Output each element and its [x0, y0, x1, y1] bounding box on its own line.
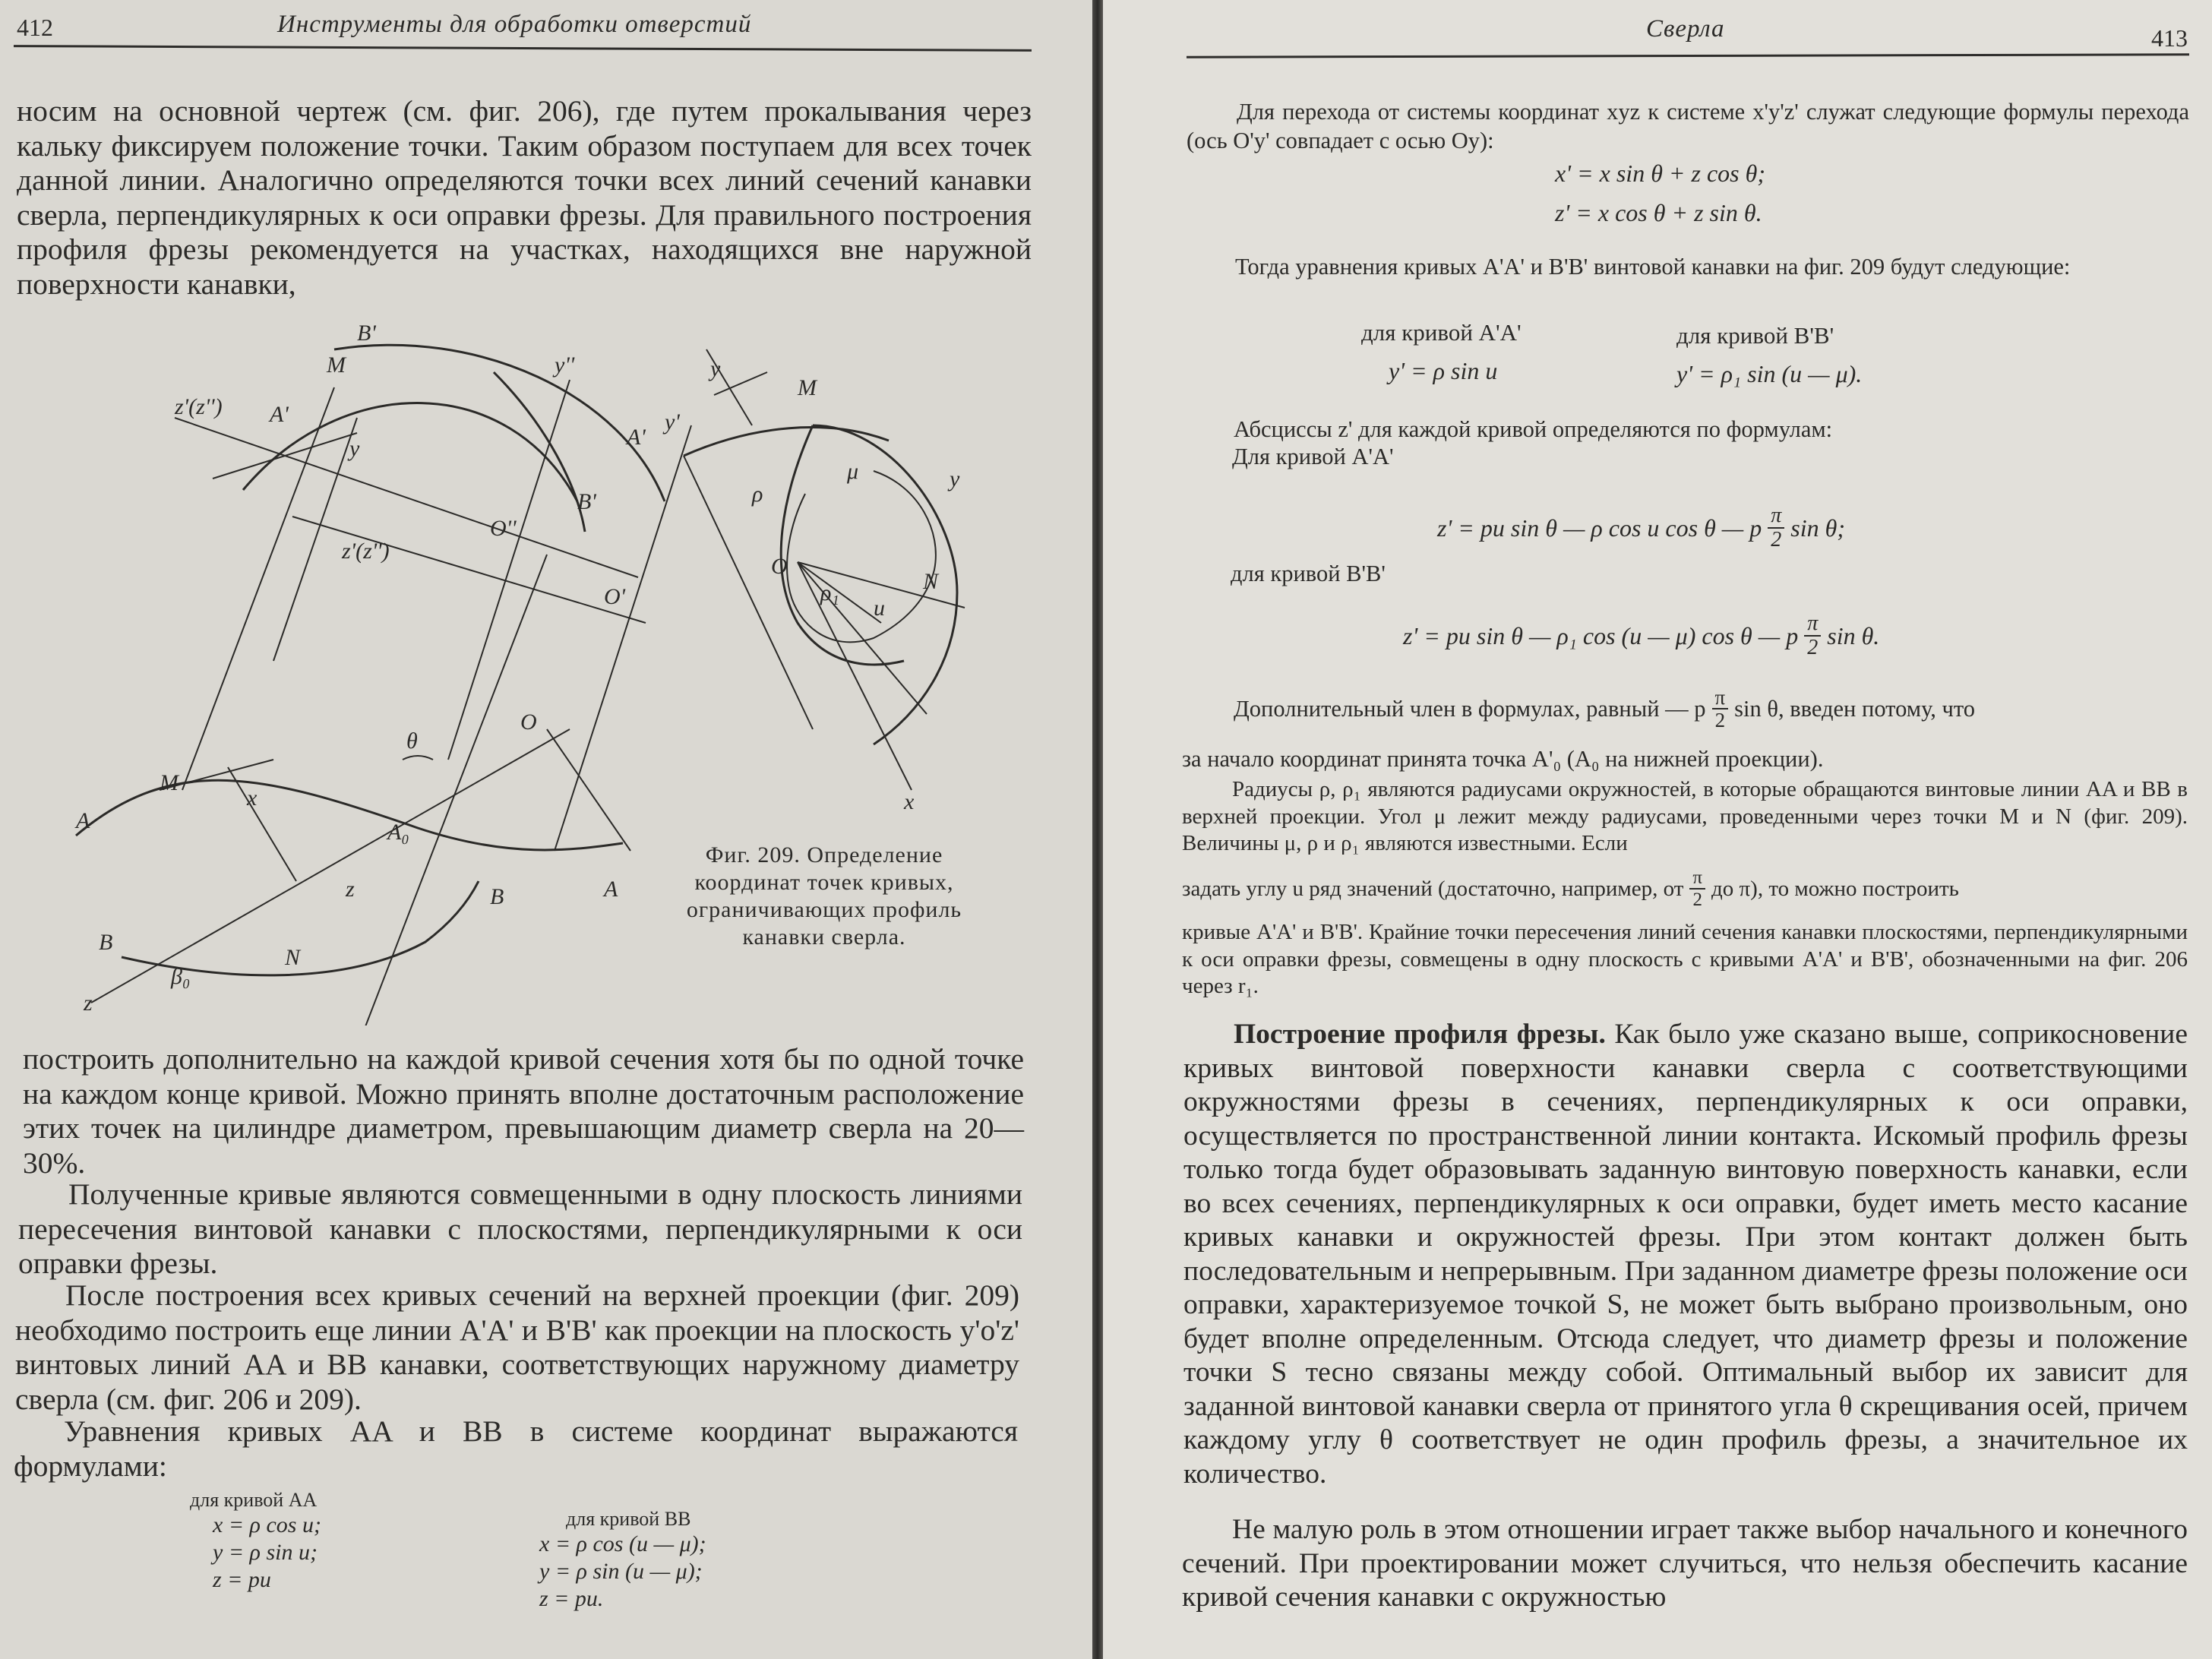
label-n: N — [285, 945, 301, 970]
right-paragraph-6d: кривые A'A' и B'B'. Крайние точки пересечения линий сечения канавки плоскостями, перпендикулярными к оси оправки фрезы, совмещены в одну плоскость с кривыми A'A' и B'B', обозначенными на фиг. 206 через r₁. — [1182, 920, 2188, 998]
label-mu: μ — [847, 459, 859, 484]
right-section-block — [1183, 1018, 2188, 1491]
label-a0: A₀ — [387, 820, 409, 845]
axis-z-prime — [175, 418, 638, 577]
equation-z-aa-den: 2 — [1771, 528, 1782, 551]
right-paragraph-6b: задать углу u ряд значений (достаточно, например, от — [1182, 877, 1684, 901]
profile-curve — [781, 425, 904, 665]
label-o-circ: O — [771, 554, 788, 579]
label-u: u — [874, 596, 885, 621]
label-theta: θ — [406, 728, 418, 754]
equation-z-bb-fraction — [1804, 612, 1821, 659]
label-rho1: ρ₁ — [820, 580, 839, 605]
right-paragraph-8: Не малую роль в этом отношении играет также выбор начального и конечного сечений. При проектировании может случиться, что нельзя обеспечить касание кривой сечения канавки с окружностью — [1182, 1514, 2188, 1613]
label-z-dim: z'(z'') — [342, 539, 390, 564]
circle-inner — [787, 471, 936, 642]
left-paragraph-4: Уравнения кривых AA и BB в системе координат выражаются формулами: — [14, 1414, 1018, 1483]
label-o-prime: O' — [604, 584, 626, 609]
label-o: O — [520, 709, 537, 735]
label-y-right: y — [950, 466, 960, 491]
curve-bb-label: для кривой B'B' — [1676, 322, 1834, 349]
equation-z-prime: z' = x cos θ + z sin θ. — [1555, 199, 1762, 226]
label-b-right: B — [490, 884, 504, 909]
curve-aa — [76, 780, 623, 850]
right-paragraph-5-num: π — [1712, 687, 1729, 709]
right-paragraph-6-fraction — [1689, 867, 1705, 910]
label-b-left: B — [99, 930, 113, 955]
label-m-circ: M — [798, 375, 817, 400]
right-paragraph-4: для кривой B'B' — [1231, 561, 1386, 586]
curve-bb-equation: y' = ρ₁ sin (u — μ). — [1676, 360, 1863, 387]
equation-z-aa-num: π — [1768, 504, 1784, 529]
label-y-circ: y — [710, 356, 721, 381]
right-paragraph-3b: Для кривой A'A' — [1232, 444, 1394, 469]
curve-aa-label: для кривой A'A' — [1361, 319, 1522, 346]
page-number-right: 413 — [2151, 24, 2188, 52]
equation-z-aa-left: z' = pu sin θ — ρ cos u cos θ — p — [1437, 514, 1762, 542]
right-paragraph-5c: за начало координат принята точка A'₀ (A₀ на нижней проекции). — [1182, 746, 1824, 772]
page-number-left: 412 — [17, 14, 53, 41]
label-z-dim2: z — [346, 877, 355, 902]
equation-z-bb — [1403, 612, 1879, 659]
left-paragraph-top: носим на основной чертеж (см. фиг. 206), где путем прокалывания через кальку фиксируем положение точки. Таким образом поступаем для всех точек данной линии. Аналогично определяются точки всех линий сечений канавки сверла, перпендикулярных к оси оправки фрезы. Для правильного построения профиля фрезы рекомендуется на участках, находящихся вне наружной поверхности канавки, — [17, 94, 1032, 301]
equation-z-aa — [1437, 504, 1845, 551]
right-paragraph-5-den: 2 — [1714, 709, 1726, 732]
label-y-small: y — [349, 436, 360, 461]
right-paragraph-5-fraction — [1712, 687, 1729, 731]
label-m-left: M — [160, 770, 179, 795]
right-paragraph-1: Для перехода от системы координат xyz к системе x'y'z' служат следующие формулы перехода (ось O'y' совпадает с осью Oy): — [1187, 99, 2189, 153]
formula-bb-label: для кривой BB — [566, 1508, 691, 1530]
label-n-circ: N — [923, 569, 939, 594]
right-paragraph-5a: Дополнительный член в формулах, равный — p — [1234, 696, 1706, 722]
right-paragraph-6a: Радиусы ρ, ρ₁ являются радиусами окружностей, в которые обращаются винтовые линии AA и BB в верхней проекции. Угол μ лежит между радиусами, проведенными через точки M и N (фиг. 209). Величины μ, ρ и ρ₁ являются известными. Если — [1182, 777, 2188, 855]
equation-z-aa-right: sin θ; — [1790, 514, 1845, 542]
book-gutter — [1092, 0, 1103, 1659]
label-m-top: M — [327, 352, 346, 378]
formula-bb-line-1: x = ρ cos (u — μ); — [539, 1531, 706, 1556]
label-beta0: β₀ — [171, 964, 191, 989]
label-z-axis: z — [84, 991, 93, 1016]
curve-a-prime — [243, 403, 577, 501]
label-o-dd: O'' — [490, 516, 517, 541]
running-head-right: Сверла — [1646, 15, 1725, 43]
right-page — [1103, 0, 2212, 1659]
right-paragraph-7: Как было уже сказано выше, соприкосновение кривых винтовой поверхности канавки сверла с соответствующими окружностями фрезы в сечениях, перпендикулярных к оси оправки, осуществляется по пространственной линии контакта. Искомый профиль фрезы только тогда будет образовывать заданную винтовую поверхность канавки, если во всех сечениях, перпендикулярных к оси оправки, будет иметь место касание кривых канавки и окружностей фрезы. При этом контакт должен быть последовательным и непрерывным. При заданном диаметре фрезы положение оси оправки, характеризуемое точкой S, не может быть выбрано произвольным, оно будет вполне определенным. Отсюда следует, что диаметр фрезы и положение точки S тесно связаны между собой. Оптимальный выбор их зависит для заданной винтовой канавки сверла от принятого угла θ скрещивания осей, причем каждому углу θ соответствует не один профиль фрезы, а значительное их количество. — [1183, 1019, 2188, 1490]
formula-aa-line-3: z = pu — [213, 1567, 271, 1592]
circle-arc-top — [684, 428, 889, 456]
right-paragraph-2: Тогда уравнения кривых A'A' и B'B' винтовой канавки на фиг. 209 будут следующие: — [1235, 254, 2071, 280]
running-head-left: Инструменты для обработки отверстий — [277, 11, 752, 38]
equation-z-aa-fraction — [1768, 504, 1784, 551]
right-paragraph-6-den: 2 — [1692, 890, 1702, 910]
label-z-axis-top: z'(z'') — [175, 394, 223, 419]
section-heading-profile: Построение профиля фрезы. — [1234, 1019, 1606, 1050]
formula-bb-line-2: y = ρ sin (u — μ); — [539, 1559, 703, 1584]
label-a-left: A — [76, 808, 90, 833]
right-paragraph-6-num: π — [1689, 867, 1705, 890]
label-y-dd: y'' — [555, 352, 575, 378]
curve-aa-equation: y' = ρ sin u — [1389, 357, 1498, 384]
figure-caption: Фиг. 209. Определение координат точек кривых, ограничивающих профиль канавки сверла. — [686, 842, 962, 950]
equation-z-bb-den: 2 — [1807, 636, 1819, 659]
label-x-dim: x — [247, 785, 258, 811]
equation-z-bb-right: sin θ. — [1827, 621, 1880, 649]
formula-aa-label: для кривой AA — [190, 1489, 318, 1511]
dim-z-prime — [292, 517, 646, 623]
right-paragraph-5-line — [1234, 687, 2191, 731]
right-paragraph-6c: до π), то можно построить — [1711, 877, 1959, 901]
left-paragraph-2: Полученные кривые являются совмещенными в одну плоскость линиями пересечения винтовой канавки с плоскостями, перпендикулярными к оси оправки фрезы. — [18, 1177, 1022, 1281]
header-rule-left — [14, 45, 1032, 52]
label-rho: ρ — [752, 482, 763, 507]
axis-y-prime — [555, 425, 691, 851]
right-paragraph-6-line — [1182, 867, 2188, 910]
formula-bb-line-3: z = pu. — [539, 1586, 604, 1611]
left-page — [0, 0, 1092, 1659]
formula-aa-line-2: y = ρ sin u; — [213, 1540, 318, 1565]
label-a-prime-top: A' — [270, 402, 289, 427]
formula-block-bb — [539, 1508, 706, 1613]
label-y-prime: y' — [665, 409, 680, 434]
label-b-prime-right: B' — [577, 489, 596, 514]
label-x-axis: x — [904, 789, 915, 814]
axis-y-dd — [448, 380, 570, 760]
header-rule-right — [1187, 53, 2189, 58]
equation-x-prime: x' = x sin θ + z cos θ; — [1555, 160, 1765, 187]
formula-block-aa — [190, 1489, 321, 1594]
left-paragraph-3: После построения всех кривых сечений на верхней проекции (фиг. 209) необходимо построить еще линии A'A' и B'B' как проекции на плоскость y'o'z' винтовых линий AA и BB канавки, соответствующих наружному диаметру сверла (см. фиг. 206 и 209). — [15, 1278, 1019, 1416]
right-paragraph-5b: sin θ, введен потому, что — [1734, 696, 1976, 722]
label-a-right: A — [604, 877, 618, 902]
label-a-prime-right: A' — [627, 425, 646, 450]
formula-aa-line-1: x = ρ cos u; — [213, 1512, 321, 1537]
equation-z-bb-left: z' = pu sin θ — ρ₁ cos (u — μ) cos θ — p — [1403, 621, 1799, 649]
right-paragraph-3a: Абсциссы z' для каждой кривой определяются по формулам: — [1234, 416, 1833, 442]
label-b-prime-top: B' — [357, 321, 376, 346]
left-paragraph-1: построить дополнительно на каждой кривой сечения хотя бы по одной точке на каждом конце кривой. Можно принять вполне достаточным расположение этих точек на цилиндре диаметром, превышающим диаметр сверла на 20—30%. — [23, 1042, 1024, 1180]
equation-z-bb-num: π — [1804, 612, 1821, 637]
